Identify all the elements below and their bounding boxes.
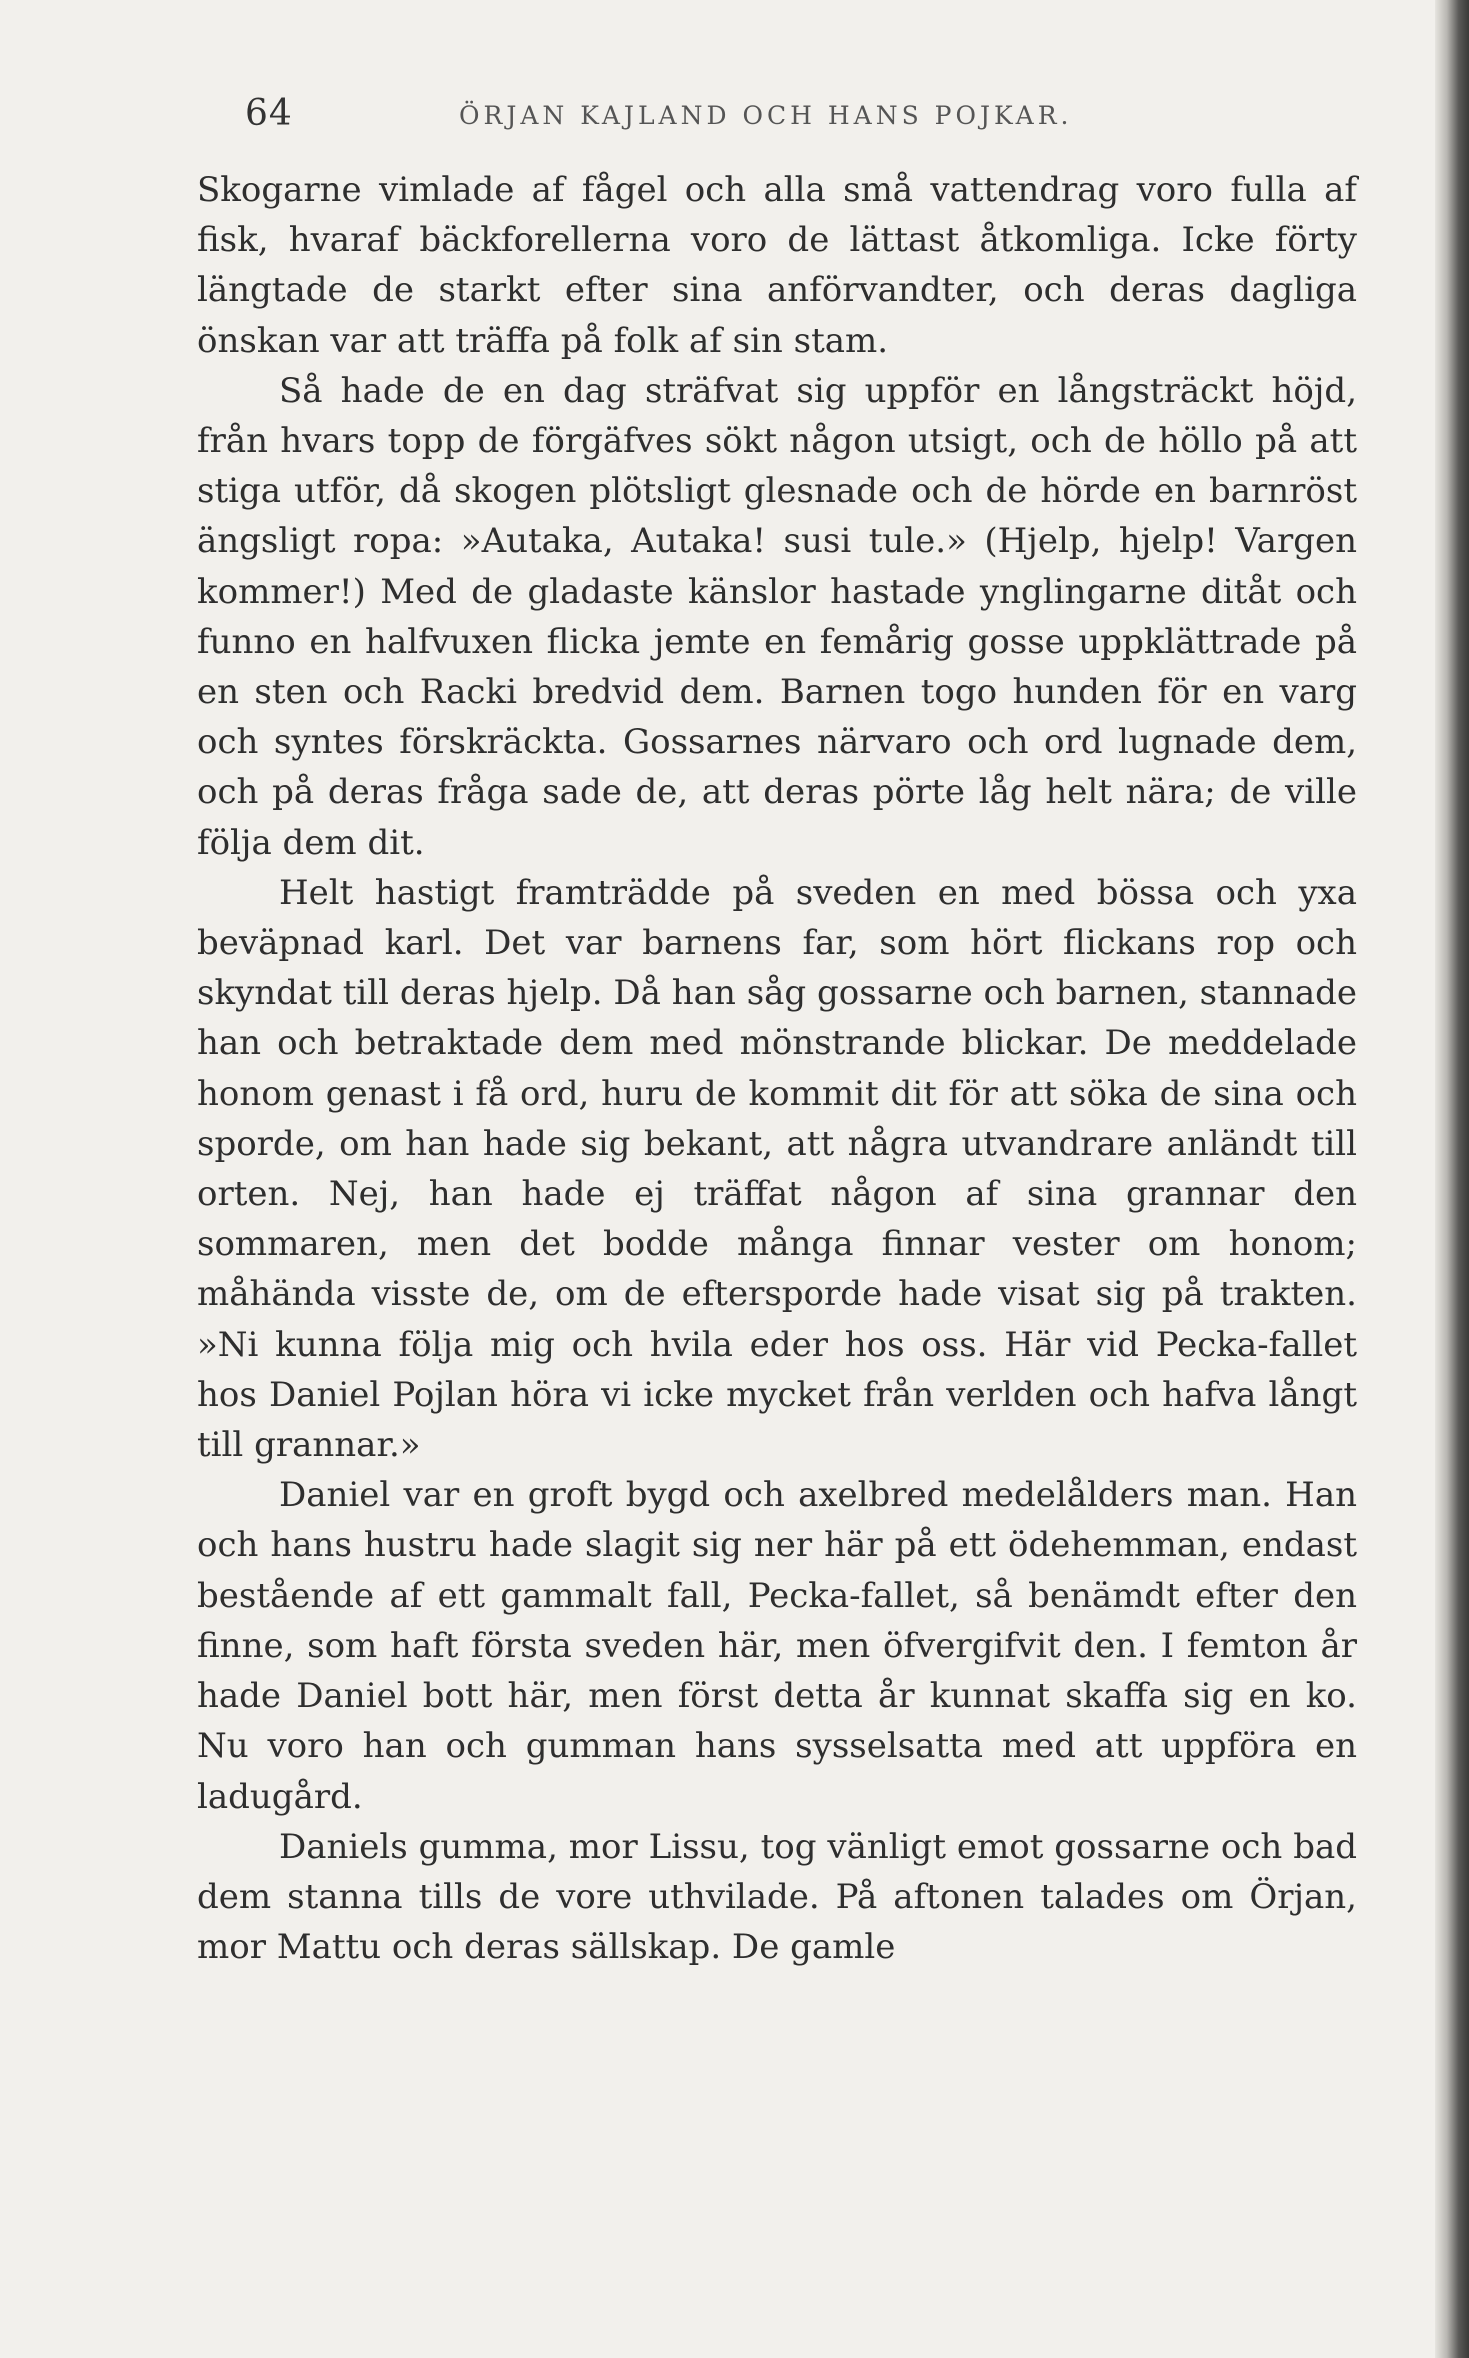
paragraph-1: Skogarne vimlade af fågel och alla små vattendrag voro fulla af fisk, hvaraf bäckforellerna voro de lättast åtkomliga. Icke förty längtade de starkt efter sina anförvandter, och deras dagliga önskan var att träffa på folk af sin stam.: [197, 170, 1357, 361]
paragraph-4: Daniel var en groft bygd och axelbred medelålders man. Han och hans hustru hade slagit sig ner här på ett ödehemman, endast bestående af ett gammalt fall, Pecka-fallet, så benämdt efter den finne, som haft första sveden här, men öfvergifvit den. I femton år hade Daniel bott här, men först detta år kunnat skaffa sig en ko. Nu voro han och gumman hans sysselsatta med att uppföra en ladugård.: [197, 1475, 1357, 1817]
body-text: [197, 165, 1357, 1972]
paragraph-5: Daniels gumma, mor Lissu, tog vänligt emot gossarne och bad dem stanna tills de vore uthvilade. På aftonen talades om Örjan, mor Mattu och deras sällskap. De gamle: [197, 1826, 1357, 1968]
page-number: 64: [245, 93, 293, 134]
paragraph-3: Helt hastigt framträdde på sveden en med bössa och yxa beväpnad karl. Det var barnens far, som hört flickans rop och skyndat till deras hjelp. Då han såg gossarne och barnen, stannade han och betraktade dem med mönstrande blickar. De meddelade honom genast i få ord, huru de kommit dit för att söka de sina och sporde, om han hade sig bekant, att några utvandrare anländt till orten. Nej, han hade ej träffat någon af sina grannar den sommaren, men det bodde många finnar vester om honom; måhända visste de, om de eftersporde hade visat sig på trakten. »Ni kunna följa mig och hvila eder hos oss. Här vid Pecka-fallet hos Daniel Pojlan höra vi icke mycket från verlden och hafva långt till grannar.»: [197, 872, 1357, 1466]
page-header: [197, 92, 1357, 142]
page-edge-shadow: [1435, 0, 1469, 2358]
running-title: ÖRJAN KAJLAND OCH HANS POJKAR.: [459, 101, 1073, 130]
paragraph-2: Så hade de en dag sträfvat sig uppför en långsträckt höjd, från hvars topp de förgäfves sökt någon utsigt, och de höllo på att stiga utför, då skogen plötsligt glesnade och de hörde en barnröst ängsligt ropa: »Autaka, Autaka! susi tule.» (Hjelp, hjelp! Vargen kommer!) Med de gladaste känslor hastade ynglingarne ditåt och funno en halfvuxen flicka jemte en femårig gosse uppklättrade på en sten och Racki bredvid dem. Barnen togo hunden för en varg och syntes förskräckta. Gossarnes närvaro och ord lugnade dem, och på deras fråga sade de, att deras pörte låg helt nära; de ville följa dem dit.: [197, 370, 1357, 863]
